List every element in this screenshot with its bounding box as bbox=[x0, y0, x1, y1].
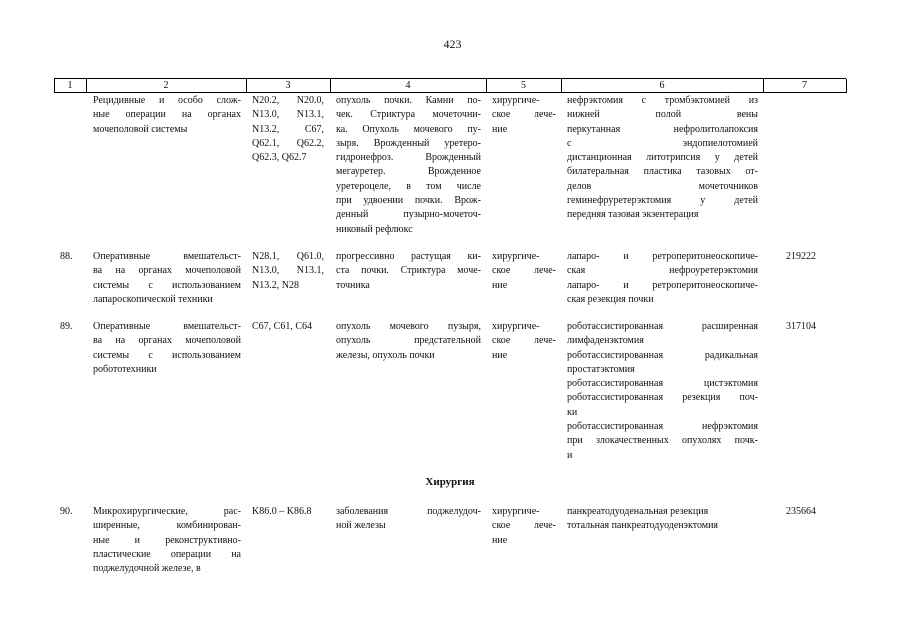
cell-line: ста почки. Стриктура моче- bbox=[336, 265, 481, 277]
cell-line: геминефруретерэктомия у детей bbox=[567, 195, 758, 207]
cell-line: заболевания поджелудоч- bbox=[336, 506, 481, 517]
treatment-type bbox=[492, 94, 556, 137]
cell-line: лапароскопической техники bbox=[93, 293, 213, 305]
procedure-description bbox=[93, 320, 241, 377]
diagnosis-model bbox=[336, 94, 481, 237]
cell-line: мегауретер. Врожденное bbox=[336, 166, 481, 178]
cell-line: гидронефроз. Врожденный bbox=[336, 152, 481, 164]
cell-line: ская нефроуретерэктомия bbox=[567, 265, 758, 277]
col-divider bbox=[846, 79, 847, 93]
icd-codes bbox=[252, 250, 324, 293]
cell-line: хирургиче- bbox=[492, 321, 540, 332]
cell-line: роботассистированная расширенная bbox=[567, 321, 758, 332]
cell-line: дистанционная литотрипсия у детей bbox=[567, 152, 758, 164]
cell-line: ская резекция почки bbox=[567, 293, 654, 305]
treatment-methods bbox=[567, 94, 758, 223]
cell-line: роботассистированная нефрэктомия bbox=[567, 421, 758, 433]
cell-line: Оперативные вмешательст- bbox=[93, 251, 241, 262]
cell-line: N13.2, N28 bbox=[252, 279, 299, 291]
cell-line: Рецидивные и особо слож- bbox=[93, 95, 241, 106]
cell-line: перкутанная нефролитолапоксия bbox=[567, 123, 758, 135]
cell-line: зыря. Врожденный уретеро- bbox=[336, 137, 481, 149]
cell-line: хирургиче- bbox=[492, 95, 540, 106]
cell-line: нижней полой вены bbox=[567, 109, 758, 121]
cell-line: ка. Опухоль мочевого пу- bbox=[336, 123, 481, 135]
header-col-2: 2 bbox=[163, 80, 169, 91]
diagnosis-model bbox=[336, 505, 481, 534]
cell-line: нефрэктомия с тромбэктомией из bbox=[567, 95, 758, 106]
cell-line: поджелудочной железе, в bbox=[93, 563, 201, 575]
cell-line: C67, C61, C64 bbox=[252, 321, 313, 332]
cell-line: простатэктомия bbox=[567, 363, 635, 375]
cell-line: передняя тазовая экзентерация bbox=[567, 209, 699, 221]
cell-line: никовый рефлюкс bbox=[336, 223, 413, 235]
icd-codes bbox=[252, 505, 324, 519]
header-col-7: 7 bbox=[802, 80, 807, 91]
cell-line: при удвоении почки. Врож- bbox=[336, 195, 481, 207]
cell-line: роботассистированная цистэктомия bbox=[567, 378, 758, 390]
icd-codes bbox=[252, 94, 324, 165]
cell-line: Q62.3, Q62.7 bbox=[252, 152, 307, 164]
cell-line: N28.1, Q61.0, bbox=[252, 251, 324, 262]
section-title: Хирургия bbox=[425, 476, 475, 488]
cell-line: роботассистированная резекция поч- bbox=[567, 392, 758, 404]
cell-line: ные операции на органах bbox=[93, 109, 241, 121]
cell-line: Оперативные вмешательст- bbox=[93, 321, 241, 332]
cell-line: ское лече- bbox=[492, 520, 556, 532]
cell-line: тотальная панкреатодуоденэктомия bbox=[567, 520, 719, 532]
cost-norm: 235664 bbox=[786, 506, 816, 517]
procedure-description bbox=[93, 505, 241, 576]
cell-line: N13.2, C67, bbox=[252, 123, 324, 135]
cell-line: Микрохирургические, рас- bbox=[93, 506, 241, 517]
cell-line: уретероцеле, в том числе bbox=[336, 180, 481, 192]
treatment-methods bbox=[567, 505, 758, 534]
cell-line: робототехники bbox=[93, 363, 157, 375]
cell-line: лимфаденэктомия bbox=[567, 335, 644, 347]
cell-line: опухоль почки. Камни по- bbox=[336, 95, 481, 106]
row-number: 89. bbox=[60, 321, 73, 332]
cell-line: чек. Стриктура мочеточни- bbox=[336, 109, 481, 121]
cell-line: железы, опухоль почки bbox=[336, 349, 435, 361]
cell-line: ское лече- bbox=[492, 109, 556, 121]
cell-line: панкреатодуоденальная резекция bbox=[567, 506, 709, 517]
cell-line: ние bbox=[492, 534, 508, 546]
header-bottom-rule bbox=[54, 92, 846, 93]
cell-line: N13.0, N13.1, bbox=[252, 109, 324, 121]
row-number: 88. bbox=[60, 251, 73, 262]
cell-line: ние bbox=[492, 123, 508, 135]
procedure-description bbox=[93, 250, 241, 307]
cost-norm: 219222 bbox=[786, 251, 816, 262]
cell-line: при злокачественных опухолях почк- bbox=[567, 435, 758, 447]
treatment-methods bbox=[567, 250, 758, 307]
cell-line: хирургиче- bbox=[492, 251, 540, 262]
cell-line: билатеральная пластика тазовых от- bbox=[567, 166, 758, 178]
header-col-6: 6 bbox=[659, 80, 665, 91]
cell-line: ние bbox=[492, 349, 508, 361]
cell-line: ское лече- bbox=[492, 335, 556, 347]
header-col-1: 1 bbox=[67, 80, 73, 91]
cell-line: делов мочеточников bbox=[567, 180, 758, 192]
cell-line: прогрессивно растущая ки- bbox=[336, 251, 481, 262]
cell-line: Q62.1, Q62.2, bbox=[252, 137, 324, 149]
cell-line: ной железы bbox=[336, 520, 386, 532]
diagnosis-model bbox=[336, 250, 481, 293]
page-number: 423 bbox=[443, 37, 462, 51]
cell-line: N20.2, N20.0, bbox=[252, 95, 324, 106]
cell-line: пластические операции на bbox=[93, 548, 241, 560]
treatment-type bbox=[492, 250, 556, 293]
header-col-4: 4 bbox=[405, 80, 411, 91]
cell-line: хирургиче- bbox=[492, 506, 540, 517]
cell-line: и bbox=[567, 449, 573, 461]
cost-norm: 317104 bbox=[786, 321, 816, 332]
cell-line: ные и реконструктивно- bbox=[93, 534, 241, 546]
cell-line: ское лече- bbox=[492, 265, 556, 277]
cell-line: ки bbox=[567, 406, 578, 418]
cell-line: денный пузырно-мочеточ- bbox=[336, 209, 481, 221]
icd-codes bbox=[252, 320, 324, 334]
cell-line: мочеполовой системы bbox=[93, 123, 188, 135]
cell-line: ширенные, комбинирован- bbox=[93, 520, 241, 532]
cell-line: системы с использованием bbox=[93, 349, 241, 361]
cell-line: ва на органах мочеполовой bbox=[93, 265, 241, 277]
cell-line: точника bbox=[336, 279, 370, 291]
cell-line: K86.0 – K86.8 bbox=[252, 506, 312, 517]
cell-line: роботассистированная радикальная bbox=[567, 349, 758, 361]
cell-line: ние bbox=[492, 279, 508, 291]
treatment-methods bbox=[567, 320, 758, 463]
cell-line: опухоль мочевого пузыря, bbox=[336, 321, 481, 332]
treatment-type bbox=[492, 320, 556, 363]
cell-line: лапаро- и ретроперитонеоскопиче- bbox=[567, 251, 758, 262]
treatment-type bbox=[492, 505, 556, 548]
header-col-5: 5 bbox=[521, 80, 526, 91]
cell-line: системы с использованием bbox=[93, 279, 241, 291]
header-col-3: 3 bbox=[285, 80, 291, 91]
cell-line: ва на органах мочеполовой bbox=[93, 335, 241, 347]
cell-line: лапаро- и ретроперитонеоскопиче- bbox=[567, 279, 758, 291]
cell-line: опухоль предстательной bbox=[336, 335, 481, 347]
row-number: 90. bbox=[60, 506, 73, 517]
cell-line: N13.0, N13.1, bbox=[252, 265, 324, 277]
cell-line: с эндопиелотомией bbox=[567, 137, 758, 149]
procedure-description bbox=[93, 94, 241, 137]
diagnosis-model bbox=[336, 320, 481, 363]
